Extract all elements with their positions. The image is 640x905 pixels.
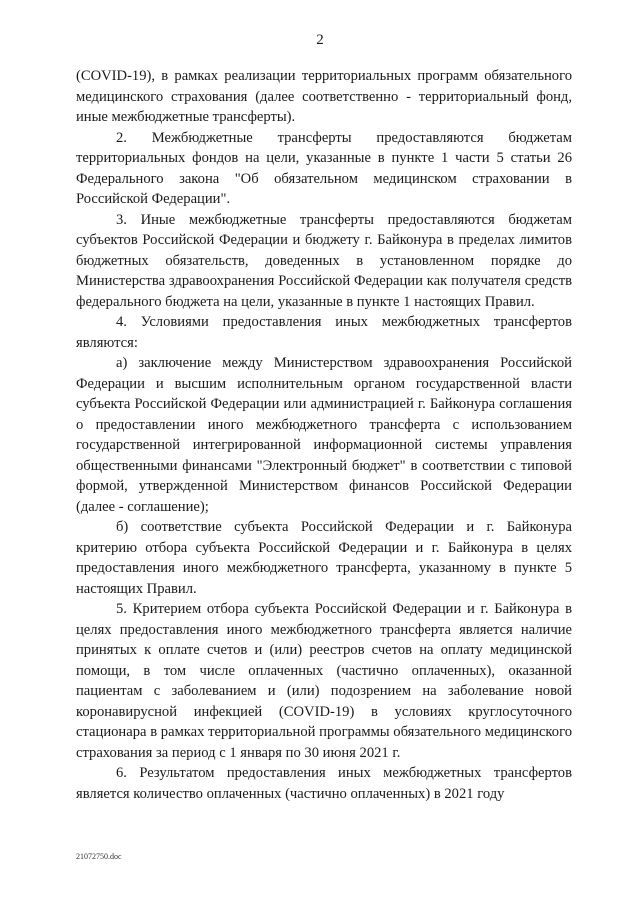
document-body bbox=[76, 66, 572, 804]
paragraph-4: 4. Условиями предоставления иных межбюджетных трансфертов являются: bbox=[76, 314, 572, 351]
paragraph-2: 2. Межбюджетные трансферты предоставляются бюджетам территориальных фондов на цели, указанные в пункте 1 части 5 статьи 26 Федерального закона "Об обязательном медицинском страховании в Российской Федерации". bbox=[76, 129, 572, 207]
paragraph-4a: а) заключение между Министерством здравоохранения Российской Федерации и высшим исполнительным органом государственной власти субъекта Российской Федерации или администрацией г. Байконура соглашения о предоставлении иного межбюджетного трансферта с использованием государственной интегрированной информационной системы управления общественными финансами "Электронный бюджет" в соответствии с типовой формой, утвержденной Министерством финансов Российской Федерации (далее - соглашение); bbox=[76, 355, 572, 515]
paragraph-5: 5. Критерием отбора субъекта Российской Федерации и г. Байконура в целях предоставления иного межбюджетного трансферта является наличие принятых к оплате счетов и (или) реестров счетов на оплату медицинской помощи, в том числе оплаченных (частично оплаченных), оказанной пациентам с заболеванием и (или) подозрением на заболевание новой коронавирусной инфекцией (COVID-19) в условиях круглосуточного стационара в рамках территориальной программы обязательного медицинского страхования за период с 1 января по 30 июня 2021 г. bbox=[76, 601, 572, 761]
page-number: 2 bbox=[316, 32, 324, 48]
paragraph-6: 6. Результатом предоставления иных межбюджетных трансфертов является количество оплаченных (частично оплаченных) в 2021 году bbox=[76, 765, 572, 802]
paragraph-4b: б) соответствие субъекта Российской Федерации и г. Байконура критерию отбора субъекта Российской Федерации и г. Байконура в целях предоставления иного межбюджетного трансферта, указанному в пункте 5 настоящих Правил. bbox=[76, 519, 572, 597]
footer-filename: 21072750.doc bbox=[76, 852, 122, 861]
paragraph-3: 3. Иные межбюджетные трансферты предоставляются бюджетам субъектов Российской Федерации и бюджету г. Байконура в пределах лимитов бюджетных обязательств, доведенных в установленном порядке до Министерства здравоохранения Российской Федерации как получателя средств федерального бюджета на цели, указанные в пункте 1 настоящих Правил. bbox=[76, 211, 572, 310]
paragraph-intro-continuation: (COVID-19), в рамках реализации территориальных программ обязательного медицинского страхования (далее соответственно - территориальный фонд, иные межбюджетные трансферты). bbox=[76, 68, 572, 125]
